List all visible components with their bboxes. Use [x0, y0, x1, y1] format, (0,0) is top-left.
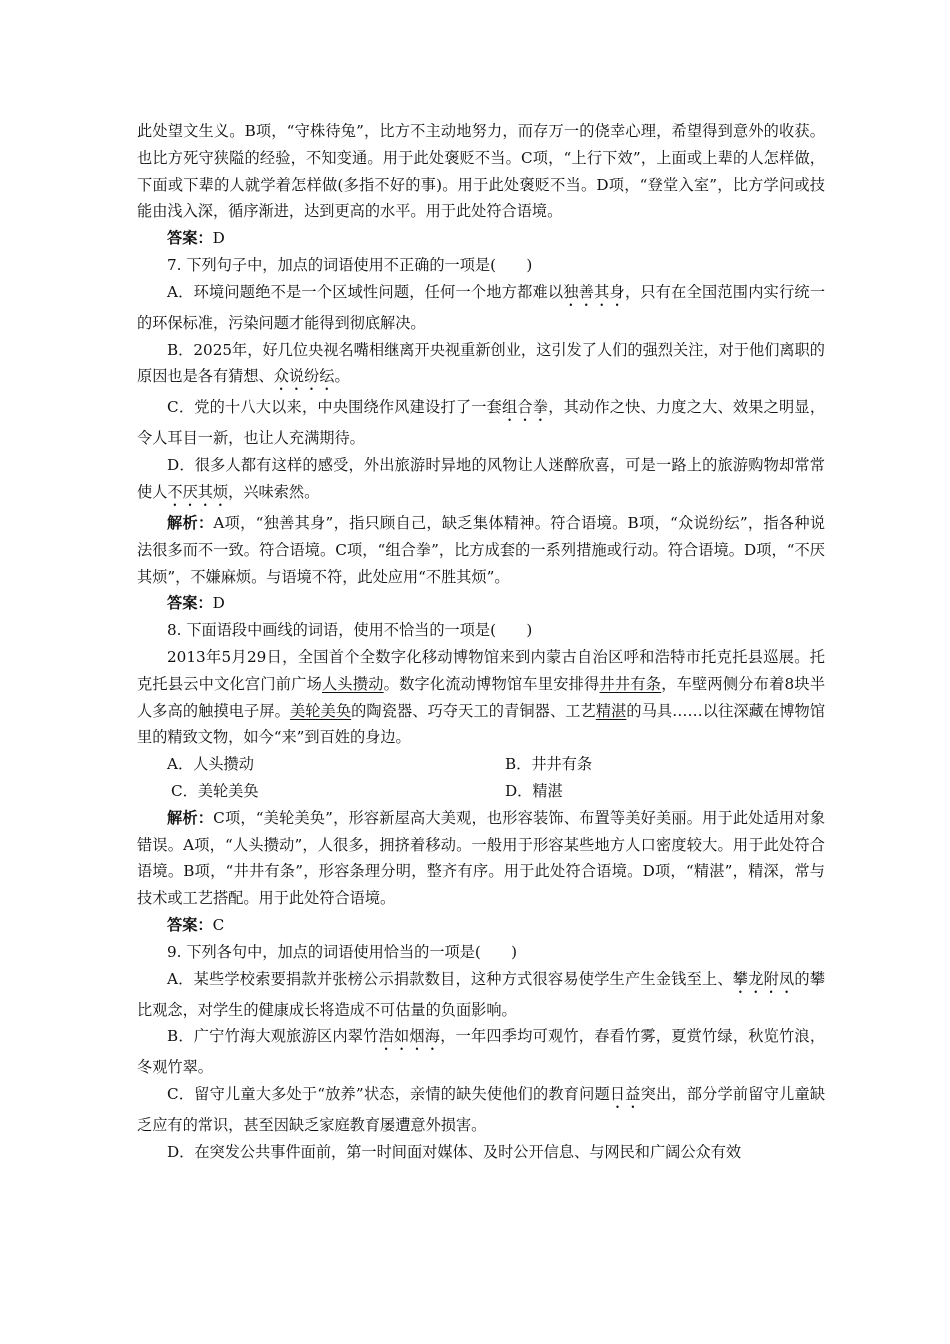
q6-answer [137, 225, 825, 252]
q7-analysis [137, 510, 825, 590]
answer-value: D [212, 594, 225, 613]
analysis-label: 解析： [167, 513, 214, 532]
text: B．广宁竹海大观旅游区内翠竹 [167, 1027, 379, 1046]
answer-value: C [212, 915, 225, 934]
q8-options-row-2 [137, 778, 825, 805]
q8-option-d: D．精湛 [505, 781, 563, 800]
q8-options-row-1 [137, 751, 825, 778]
text: A．某些学校索要捐款并张榜公示捐款数目，这种方式很容易使学生产生金钱至上、 [167, 969, 733, 988]
dotted-word: 日益 [609, 1085, 641, 1104]
underlined-word: 美轮美奂 [289, 701, 352, 720]
underlined-word: 精湛 [595, 701, 627, 720]
q9-option-c [137, 1081, 825, 1139]
q7-option-c [137, 394, 825, 452]
q7-stem: 7. 下列句子中，加点的词语使用不正确的一项是( ) [167, 255, 533, 274]
text: B．2025年，好几位央视名嘴相继离开央视重新创业，这引发了人们的强烈关注，对于他们离职的原因也是各有猜想、 [137, 340, 825, 386]
analysis-text: C项，“美轮美奂”，形容新屋高大美观，也形容装饰、布置等美好美丽。用于此处适用对象错误。A项，“人头攒动”，人很多，拥挤着移动。一般用于形容某些地方人口密度较大。用于此处符合语境。B项，“井井有条”，形容条理分明，整齐有序。用于此处符合语境。D项，“精湛”，精深，常与技术或工艺搭配。用于此处符合语境。 [137, 808, 826, 908]
q8-option-b: B．井井有条 [505, 755, 593, 774]
text: C．留守儿童大多处于“放养”状态，亲情的缺失使他们的教育问题 [167, 1085, 610, 1104]
q9-option-b [137, 1023, 825, 1081]
underlined-word: 井井有条 [599, 674, 662, 693]
text: ，一年四季均可观竹，春看竹雾，夏赏竹绿，秋览竹浪，冬观竹翠。 [137, 1027, 826, 1077]
text: 突出，部分学前留守儿童缺乏应有的常识，甚至因缺乏家庭教育屡遭意外损害。 [137, 1085, 826, 1135]
dotted-word: 浩如烟海 [378, 1027, 441, 1046]
text: ，只有在全国范围内实行统一的环保标准，污染问题才能得到彻底解决。 [137, 282, 826, 332]
text: ，兴味索然。 [228, 482, 320, 501]
q9-option-a [137, 966, 825, 1024]
q9-stem: 9. 下列各句中，加点的词语使用恰当的一项是( ) [167, 942, 518, 961]
q8-answer [137, 912, 825, 939]
answer-value: D [212, 229, 225, 248]
text: 的攀比观念，对学生的健康成长将造成不可估量的负面影响。 [137, 969, 826, 1019]
q8-stem: 8. 下面语段中画线的词语，使用不恰当的一项是( ) [167, 621, 533, 640]
q7-option-d [137, 452, 825, 510]
text: 的马具……以往深藏在博物馆里的精致文物，如今“来”到百姓的身边。 [137, 701, 826, 747]
answer-label: 答案： [167, 229, 213, 248]
q6-analysis-tail: 此处望文生义。B项，“守株待兔”，比方不主动地努力，而存万一的侥幸心理，希望得到意外的收获。也比方死守狭隘的经验，不知变通。用于此处褒贬不当。C项，“上行下效”，上面或上辈的人怎样做，下面或下辈的人就学着怎样做(多指不好的事)。用于此处褒贬不当。D项，“登堂入室”，比方学问或技能由浅入深，循序渐进，达到更高的水平。用于此处符合语境。 [137, 122, 825, 221]
dotted-word: 组合拳 [502, 398, 549, 417]
q8-analysis [137, 805, 825, 912]
analysis-text: A项，“独善其身”，指只顾自己，缺乏集体精神。符合语境。B项，“众说纷纭”，指各种说法很多而不一致。符合语境。C项，“组合拳”，比方成套的一系列措施或行动。符合语境。D项，“不厌其烦”，不嫌麻烦。与语境不符，此处应用“不胜其烦”。 [137, 513, 826, 586]
q8-option-a: A．人头攒动 [167, 755, 254, 774]
dotted-word: 攀龙附凤 [732, 969, 795, 988]
dotted-word: 独善其身 [563, 282, 625, 301]
answer-label: 答案： [167, 594, 213, 613]
q8-option-c: C．美轮美奂 [171, 781, 259, 800]
text: ，其动作之快、力度之大、效果之明显，令人耳目一新，也让人充满期待。 [137, 398, 826, 448]
text: 。 [334, 367, 350, 386]
q7-option-a [137, 279, 825, 337]
text: 的陶瓷器、巧夺天工的青铜器、工艺 [351, 701, 596, 720]
answer-label: 答案： [167, 915, 213, 934]
document-page [137, 118, 825, 1166]
text: ，车壁两侧分布着8块半人多高的触摸电子屏。 [137, 674, 826, 720]
underlined-word: 人头攒动 [322, 674, 384, 693]
dotted-word: 不厌其烦 [167, 482, 229, 501]
q8-passage [137, 644, 825, 751]
text: C．党的十八大以来，中央围绕作风建设打了一套 [167, 398, 503, 417]
dotted-word: 众说纷纭 [273, 367, 335, 386]
q7-answer [137, 590, 825, 617]
analysis-label: 解析： [167, 808, 214, 827]
text: D．很多人都有这样的感受，外出旅游时异地的风物让人迷醉欣喜，可是一路上的旅游购物却常常使人 [137, 456, 825, 501]
q9-option-d: D．在突发公共事件面前，第一时间面对媒体、及时公开信息、与网民和广阔公众有效 [167, 1142, 742, 1161]
text: 。数字化流动博物馆车里安排得 [383, 674, 600, 693]
text: A．环境问题绝不是一个区域性问题，任何一个地方都难以 [167, 282, 564, 301]
text: 2013年5月29日，全国首个全数字化移动博物馆来到内蒙古自治区呼和浩特市托克托县巡展。托克托县云中文化宫门前广场 [137, 647, 825, 693]
q7-option-b [137, 337, 825, 395]
